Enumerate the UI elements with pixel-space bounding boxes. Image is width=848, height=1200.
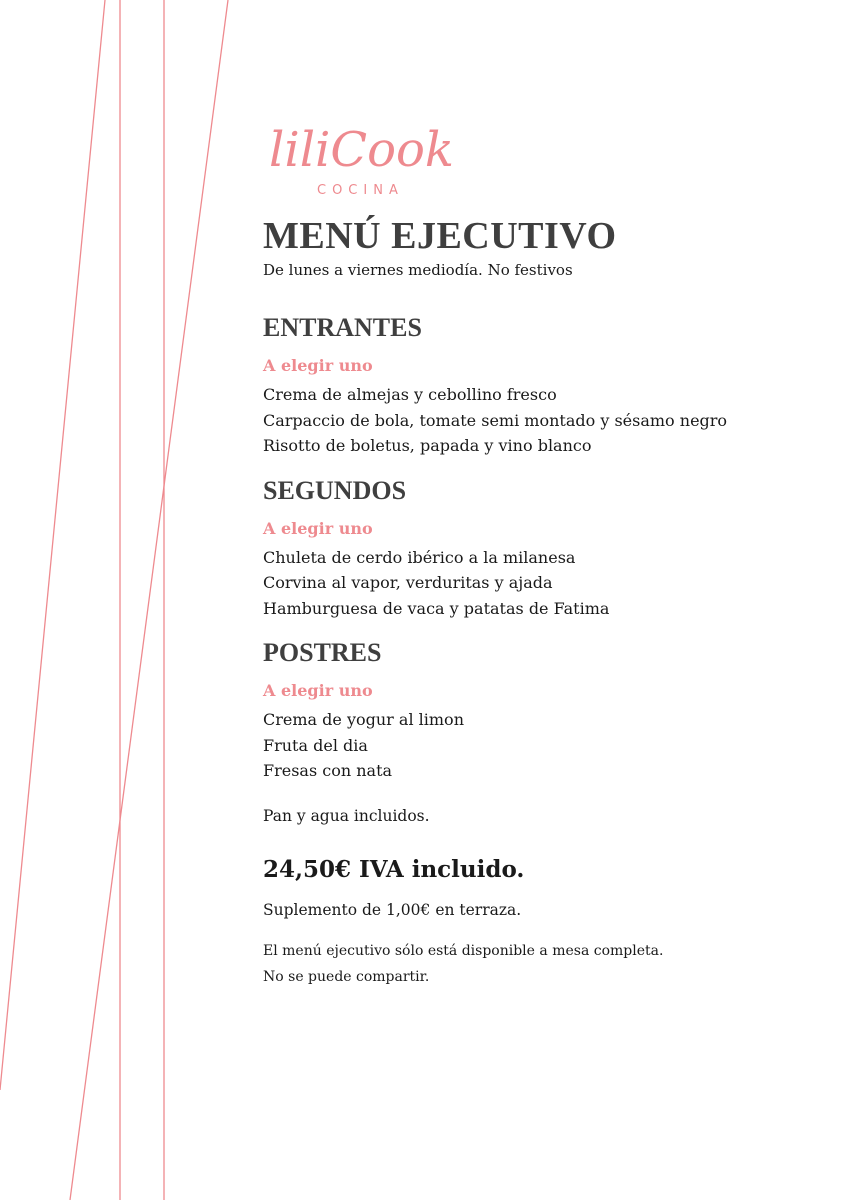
choose-label: A elegir uno	[263, 518, 373, 538]
bread-water-note: Pan y agua incluidos.	[263, 806, 430, 825]
section-entrantes	[263, 313, 823, 459]
section-postres	[263, 638, 823, 784]
logo-tagline: COCINA	[317, 183, 404, 198]
price: 24,50€ IVA incluido.	[263, 855, 525, 883]
menu-item: Fresas con nata	[263, 761, 393, 780]
section-title: SEGUNDOS	[263, 475, 407, 505]
menu-title: MENÚ EJECUTIVO	[263, 215, 617, 257]
section-title: POSTRES	[263, 638, 382, 667]
menu-item: Crema de yogur al limon	[263, 710, 464, 729]
menu-subtitle: De lunes a viernes mediodía. No festivos	[263, 261, 573, 279]
section-segundos	[263, 476, 823, 622]
decorative-line	[0, 0, 105, 1090]
section-title: ENTRANTES	[263, 313, 422, 342]
terrace-supplement: Suplemento de 1,00€ en terraza.	[263, 900, 522, 919]
decorative-line	[70, 0, 228, 1200]
menu-item: Hamburguesa de vaca y patatas de Fatima	[263, 598, 610, 618]
choose-label: A elegir uno	[263, 356, 373, 375]
menu-item: Crema de almejas y cebollino fresco	[263, 385, 557, 404]
menu-item: Corvina al vapor, verduritas y ajada	[263, 573, 553, 592]
sharing-note: No se puede compartir.	[263, 968, 430, 985]
menu-item: Chuleta de cerdo ibérico a la milanesa	[263, 547, 576, 567]
availability-note: El menú ejecutivo sólo está disponible a mesa completa.	[263, 942, 664, 959]
menu-content	[263, 120, 823, 986]
menu-item: Risotto de boletus, papada y vino blanco	[263, 436, 592, 455]
menu-item: Carpaccio de bola, tomate semi montado y sésamo negro	[263, 410, 728, 430]
menu-item: Fruta del dia	[263, 735, 368, 755]
choose-label: A elegir uno	[263, 681, 373, 700]
logo-wordmark: liliCook	[269, 122, 455, 178]
logo	[263, 120, 463, 206]
